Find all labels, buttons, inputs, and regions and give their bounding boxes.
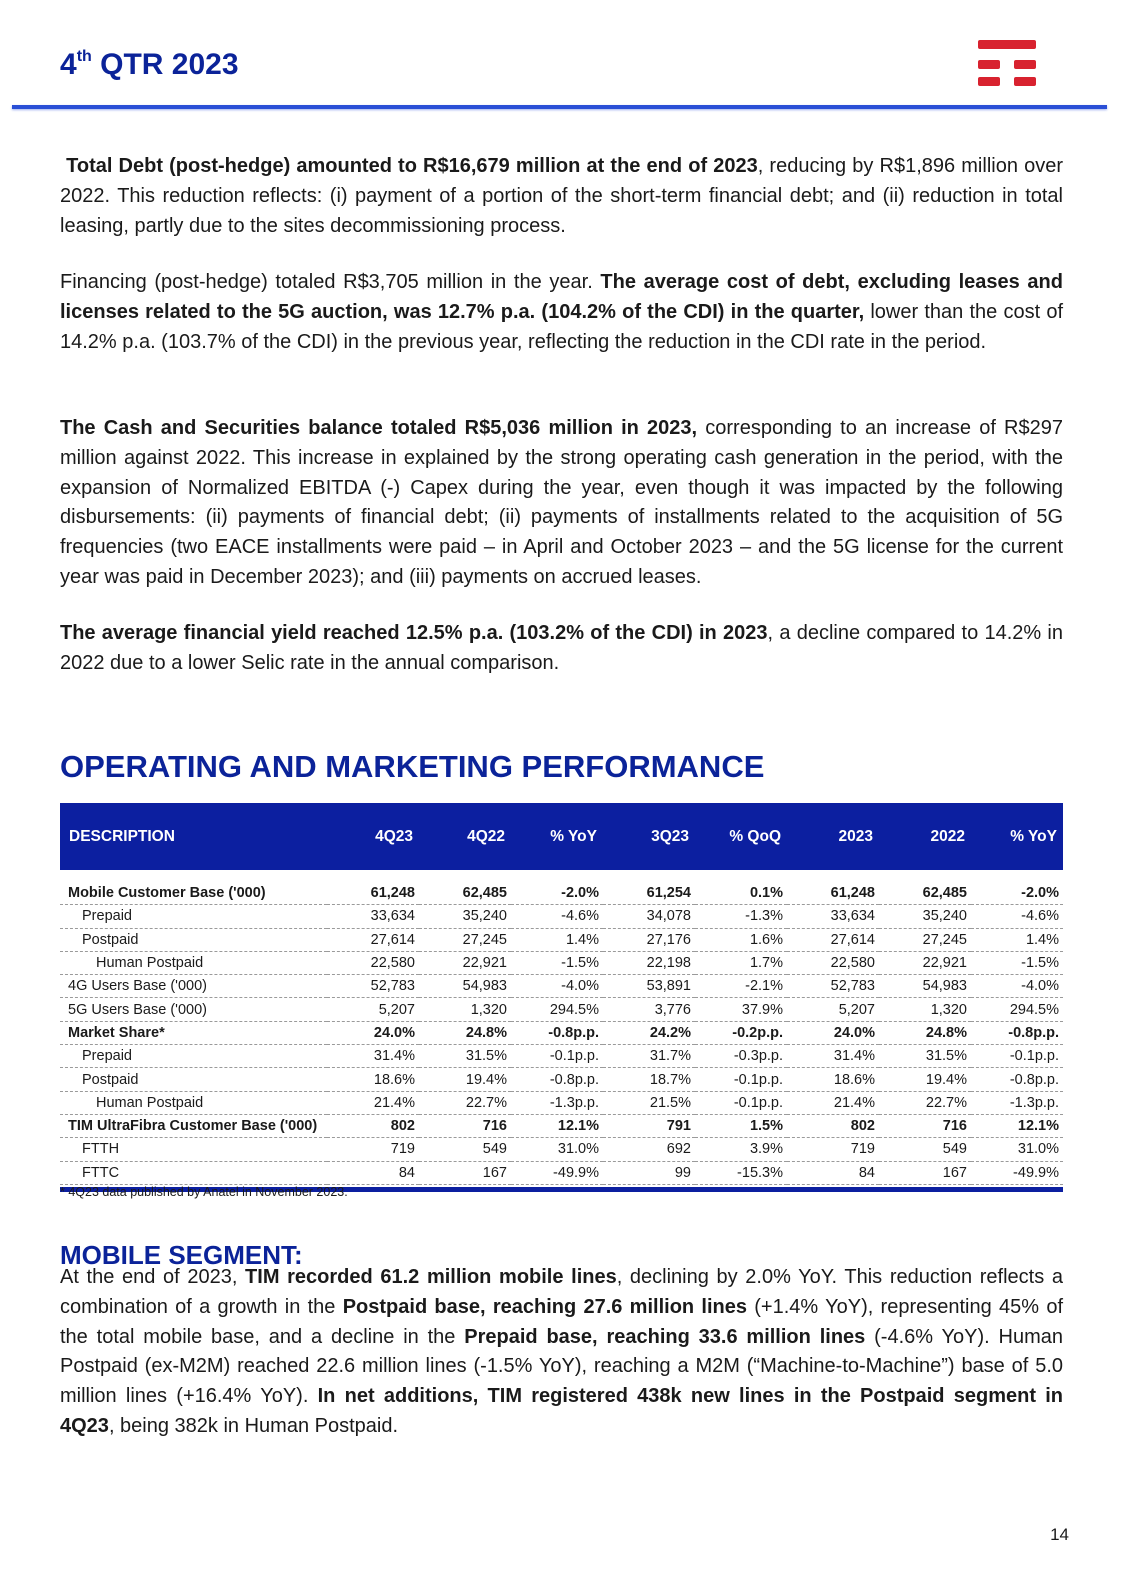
table-cell: 3,776 (603, 998, 695, 1021)
col-header: % YoY (511, 803, 603, 876)
table-cell: -2.0% (971, 876, 1063, 905)
table-cell: 19.4% (419, 1068, 511, 1091)
table-cell: 18.6% (327, 1068, 419, 1091)
title-text: QTR 2023 (91, 48, 239, 81)
para5-text-3: (+1.4% YoY), representing 45% of the total mobile base, and a decline in the (60, 1295, 1063, 1348)
row-label: FTTH (60, 1138, 327, 1161)
table-cell: 791 (603, 1114, 695, 1137)
table-cell: 22,921 (419, 951, 511, 974)
table-cell: 61,248 (787, 876, 879, 905)
para1-bold: Total Debt (post-hedge) amounted to R$16,679 million at the end of 2023 (66, 155, 758, 177)
table-row (60, 928, 1063, 951)
table-cell: 27,614 (327, 928, 419, 951)
table-cell: 5,207 (327, 998, 419, 1021)
table-row (60, 1045, 1063, 1068)
table-cell: 22.7% (879, 1091, 971, 1114)
table-row (60, 998, 1063, 1021)
table-cell: -4.6% (511, 905, 603, 928)
table-cell: -0.8p.p. (971, 1021, 1063, 1044)
table-cell: 167 (879, 1161, 971, 1184)
operating-table (60, 803, 1063, 1192)
table-cell: 62,485 (879, 876, 971, 905)
table-cell: 61,254 (603, 876, 695, 905)
table-cell: 1,320 (879, 998, 971, 1021)
row-label: Human Postpaid (60, 1091, 327, 1114)
table-cell: 716 (419, 1114, 511, 1137)
table-cell: 35,240 (419, 905, 511, 928)
table-cell: 12.1% (511, 1114, 603, 1137)
table-cell: 802 (327, 1114, 419, 1137)
row-label: Postpaid (60, 928, 327, 951)
para5-text-1: At the end of 2023, (60, 1266, 246, 1288)
table-row (60, 1091, 1063, 1114)
para2-text-2: lower than the cost of 14.2% p.a. (103.7% of the CDI) in the previous year, reflecting the reduction in the CDI rate in the period. (60, 300, 1063, 353)
table-cell: 33,634 (327, 905, 419, 928)
table-row (60, 951, 1063, 974)
para4-bold: The average financial yield reached 12.5% p.a. (103.2% of the CDI) in 2023 (60, 622, 768, 644)
table-cell: 12.1% (971, 1114, 1063, 1137)
table-cell: 692 (603, 1138, 695, 1161)
table-cell: -1.3p.p. (971, 1091, 1063, 1114)
table-cell: 31.5% (419, 1045, 511, 1068)
paragraph-total-debt (60, 152, 1063, 241)
table-cell: -49.9% (971, 1161, 1063, 1184)
table-cell: 24.8% (879, 1021, 971, 1044)
para5-bold-3: Prepaid base, reaching 33.6 million lines (464, 1325, 866, 1348)
table-cell: -0.1p.p. (695, 1091, 787, 1114)
table-cell: -0.8p.p. (511, 1068, 603, 1091)
table-cell: -1.5% (511, 951, 603, 974)
table-cell: 31.7% (603, 1045, 695, 1068)
table-cell: -1.3% (695, 905, 787, 928)
table-cell: 24.0% (327, 1021, 419, 1044)
table-cell: 31.0% (971, 1138, 1063, 1161)
row-label: Prepaid (60, 905, 327, 928)
table-row (60, 1138, 1063, 1161)
para5-text-2: , declining by 2.0% YoY. This reduction reflects a combination of a growth in the (60, 1266, 1063, 1318)
col-header: 4Q22 (419, 803, 511, 876)
table-cell: 24.0% (787, 1021, 879, 1044)
table-cell: -0.1p.p. (695, 1068, 787, 1091)
table-cell: 716 (879, 1114, 971, 1137)
table-cell: 35,240 (879, 905, 971, 928)
table-cell: 719 (327, 1138, 419, 1161)
table-cell: 31.0% (511, 1138, 603, 1161)
paragraph-mobile (60, 1263, 1063, 1442)
para4-text: , a decline compared to 14.2% in 2022 due to a lower Selic rate in the annual comparison. (60, 622, 1063, 674)
paragraph-financing (60, 268, 1063, 357)
table-cell: 1.7% (695, 951, 787, 974)
table-cell: 1.4% (971, 928, 1063, 951)
table-cell: 167 (419, 1161, 511, 1184)
table-row (60, 1068, 1063, 1091)
tim-logo-icon (978, 40, 1036, 88)
table-cell: -0.3p.p. (695, 1045, 787, 1068)
table-cell: 52,783 (327, 975, 419, 998)
para5-text-4: (-4.6% YoY). Human Postpaid (ex-M2M) reached 22.6 million lines (-1.5% YoY), reaching a M2M (“Machine-to-Machine”) base of 5.0 million lines (+16.4% YoY). (60, 1325, 1064, 1408)
para3-text: corresponding to an increase of R$297 million against 2022. This increase in explained by the strong operating cash generation in the period, with the expansion of Normalized EBITDA (-) Capex during the year, even though it was impacted by the following disbursements: (ii) payments of financial debt; (ii) payments of installments related to the acquisition of 5G frequencies (two EACE installments were paid – in April and October 2023 – and the 5G license for the current year was paid in December 2023); and (iii) payments on accrued leases. (60, 417, 1063, 588)
table-row (60, 1114, 1063, 1137)
table-cell: 61,248 (327, 876, 419, 905)
section-title-mobile: MOBILE SEGMENT: (60, 1240, 303, 1270)
col-header: 4Q23 (327, 803, 419, 876)
table-cell: 1.4% (511, 928, 603, 951)
col-header: 2023 (787, 803, 879, 876)
para5-bold-1: TIM recorded 61.2 million mobile lines (245, 1266, 617, 1288)
header-divider (12, 105, 1107, 109)
table-cell: 27,614 (787, 928, 879, 951)
table-cell: -0.8p.p. (971, 1068, 1063, 1091)
table-header-row (60, 803, 1063, 876)
table-cell: 22,198 (603, 951, 695, 974)
paragraph-yield (60, 619, 1063, 679)
table-cell: 53,891 (603, 975, 695, 998)
table-cell: -0.8p.p. (511, 1021, 603, 1044)
title-number: 4 (60, 48, 77, 81)
table-cell: 27,245 (419, 928, 511, 951)
page-title (60, 48, 239, 82)
table-cell: 22.7% (419, 1091, 511, 1114)
table-cell: 802 (787, 1114, 879, 1137)
col-header: % YoY (971, 803, 1063, 876)
table-cell: 54,983 (419, 975, 511, 998)
row-label: TIM UltraFibra Customer Base ('000) (60, 1114, 327, 1137)
table-cell: 549 (419, 1138, 511, 1161)
table-row (60, 905, 1063, 928)
para5-bold-2: Postpaid base, reaching 27.6 million lines (342, 1295, 747, 1318)
table-cell: -4.6% (971, 905, 1063, 928)
table-cell: 62,485 (419, 876, 511, 905)
table-cell: -2.0% (511, 876, 603, 905)
table-cell: 31.4% (327, 1045, 419, 1068)
table-cell: 31.5% (879, 1045, 971, 1068)
table-cell: 21.4% (327, 1091, 419, 1114)
paragraph-cash (60, 414, 1063, 593)
table-cell: 84 (327, 1161, 419, 1184)
para2-bold: The average cost of debt, excluding leases and licenses related to the 5G auction, was 12.7% p.a. (104.2% of the CDI) in the quarter, (60, 271, 1063, 323)
table-cell: 3.9% (695, 1138, 787, 1161)
para1-text: , reducing by R$1,896 million over 2022. This reduction reflects: (i) payment of a portion of the short-term financial debt; and (ii) reduction in total leasing, partly due to the sites decommissioning process. (60, 155, 1063, 237)
para5-text-5: , being 382k in Human Postpaid. (108, 1414, 399, 1437)
row-label: 4G Users Base ('000) (60, 975, 327, 998)
table-cell: 24.2% (603, 1021, 695, 1044)
para3-bold: The Cash and Securities balance totaled R$5,036 million in 2023, (60, 417, 698, 439)
row-label: FTTC (60, 1161, 327, 1184)
table-cell: -0.1p.p. (971, 1045, 1063, 1068)
col-header: DESCRIPTION (60, 803, 327, 876)
table-cell: 27,245 (879, 928, 971, 951)
table-cell: 37.9% (695, 998, 787, 1021)
col-header: % QoQ (695, 803, 787, 876)
table-cell: 22,580 (787, 951, 879, 974)
table-cell: 34,078 (603, 905, 695, 928)
table-cell: 52,783 (787, 975, 879, 998)
table-cell: 27,176 (603, 928, 695, 951)
row-label: Mobile Customer Base ('000) (60, 876, 327, 905)
table-cell: 0.1% (695, 876, 787, 905)
table-cell: 5,207 (787, 998, 879, 1021)
table-cell: -0.2p.p. (695, 1021, 787, 1044)
table-cell: 549 (879, 1138, 971, 1161)
table-row (60, 1161, 1063, 1184)
row-label: Postpaid (60, 1068, 327, 1091)
table-cell: 24.8% (419, 1021, 511, 1044)
table-cell: 719 (787, 1138, 879, 1161)
table-row (60, 975, 1063, 998)
table-cell: -1.5% (971, 951, 1063, 974)
row-label: Human Postpaid (60, 951, 327, 974)
section-title-operating: OPERATING AND MARKETING PERFORMANCE (60, 749, 765, 784)
col-header: 2022 (879, 803, 971, 876)
table-cell: 84 (787, 1161, 879, 1184)
table-cell: 21.5% (603, 1091, 695, 1114)
table-cell: 1.6% (695, 928, 787, 951)
table-cell: -49.9% (511, 1161, 603, 1184)
table-cell: -15.3% (695, 1161, 787, 1184)
table-cell: 294.5% (511, 998, 603, 1021)
table-cell: 22,580 (327, 951, 419, 974)
table-cell: 1.5% (695, 1114, 787, 1137)
col-header: 3Q23 (603, 803, 695, 876)
table-row (60, 876, 1063, 905)
row-label: Market Share* (60, 1021, 327, 1044)
table-cell: 54,983 (879, 975, 971, 998)
table-cell: 22,921 (879, 951, 971, 974)
row-label: Prepaid (60, 1045, 327, 1068)
table-cell: 21.4% (787, 1091, 879, 1114)
table-cell: 1,320 (419, 998, 511, 1021)
table-cell: 294.5% (971, 998, 1063, 1021)
table-cell: 31.4% (787, 1045, 879, 1068)
table-cell: -0.1p.p. (511, 1045, 603, 1068)
table-cell: 18.6% (787, 1068, 879, 1091)
page-number: 14 (1050, 1525, 1069, 1544)
table-cell: -4.0% (971, 975, 1063, 998)
table-cell: -1.3p.p. (511, 1091, 603, 1114)
para5-bold-4: In net additions, TIM registered 438k new lines in the Postpaid segment in 4Q23 (60, 1385, 1063, 1437)
para2-text-1: Financing (post-hedge) totaled R$3,705 million in the year. (60, 271, 601, 293)
table-cell: 99 (603, 1161, 695, 1184)
title-superscript: th (76, 48, 92, 65)
table-cell: -2.1% (695, 975, 787, 998)
table-row (60, 1021, 1063, 1044)
table-cell: 19.4% (879, 1068, 971, 1091)
table-cell: 33,634 (787, 905, 879, 928)
table-cell: -4.0% (511, 975, 603, 998)
row-label: 5G Users Base ('000) (60, 998, 327, 1021)
table-footnote: * 4Q23 data published by Anatel in November 2023. (60, 1185, 348, 1199)
table-cell: 18.7% (603, 1068, 695, 1091)
